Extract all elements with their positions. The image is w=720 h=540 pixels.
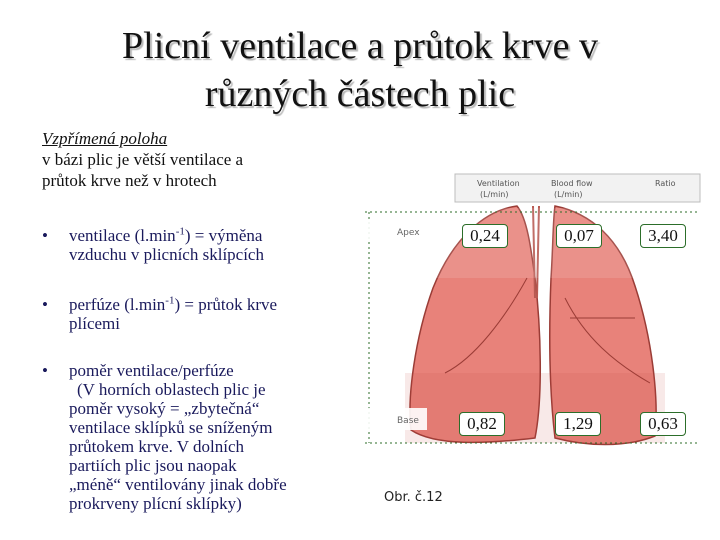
bullet-text xyxy=(69,295,369,333)
base-ventilation-value: 0,82 xyxy=(459,412,505,436)
bullet-3-line: (V horních oblastech plic je xyxy=(77,380,266,399)
bullet-3-line: poměr vysoký = „zbytečná“ xyxy=(69,399,260,418)
base-ratio-value: 0,63 xyxy=(640,412,686,436)
base-blood-flow-value: 1,29 xyxy=(555,412,601,436)
base-band xyxy=(405,373,665,443)
bullet-2-pre: perfúze (l.min xyxy=(69,295,166,314)
apex-band xyxy=(405,208,665,278)
apex-blood-flow-value: 0,07 xyxy=(556,224,602,248)
slide-title xyxy=(20,22,700,118)
header-blood-flow: Blood flow xyxy=(551,179,593,188)
bullet-1-line2: vzduchu v plicních sklípcích xyxy=(69,245,264,264)
header-ventilation: Ventilation xyxy=(477,179,520,188)
bullet-3-line: poměr ventilace/perfúze xyxy=(69,361,234,380)
title-line-1: Plicní ventilace a průtok krve v xyxy=(122,25,598,67)
bullet-text xyxy=(69,226,369,264)
intro-text-2: průtok krve než v hrotech xyxy=(42,171,217,190)
title-line-2: různých částech plic xyxy=(204,73,516,115)
bullet-3-line: partiích plic jsou naopak xyxy=(69,456,237,475)
intro-heading: Vzpřímená poloha xyxy=(42,129,168,148)
bullet-3-line: ventilace sklípků se sníženým xyxy=(69,418,273,437)
header-ventilation-unit: (L/min) xyxy=(480,190,509,199)
base-label: Base xyxy=(397,416,419,426)
apex-ratio-value: 3,40 xyxy=(640,224,686,248)
apex-ventilation-value: 0,24 xyxy=(462,224,508,248)
bullet-3-line: průtokem krve. V dolních xyxy=(69,437,245,456)
bullet-3-line: „méně“ ventilovány jinak dobře xyxy=(69,475,287,494)
header-ratio: Ratio xyxy=(655,179,676,188)
bullet-dot: • xyxy=(42,226,48,245)
bullet-2-sup: -1 xyxy=(165,294,175,307)
apex-label: Apex xyxy=(397,228,420,238)
lung-figure xyxy=(365,168,705,488)
bullet-2-line2: plícemi xyxy=(69,314,120,333)
bullet-dot: • xyxy=(42,295,48,314)
bullet-1-pre: ventilace (l.min xyxy=(69,226,176,245)
lung-illustration xyxy=(405,206,665,445)
intro-block xyxy=(42,128,342,191)
bullet-3-line: prokrveny plícní sklípky) xyxy=(69,494,242,513)
bullet-2-post: ) = průtok krve xyxy=(174,295,278,314)
intro-text-1: v bázi plic je větší ventilace a xyxy=(42,150,244,169)
figure-caption: Obr. č.12 xyxy=(384,490,443,505)
bullet-dot: • xyxy=(42,361,48,380)
bullet-1-sup: -1 xyxy=(175,225,185,238)
header-blood-flow-unit: (L/min) xyxy=(554,190,583,199)
bullet-1-post: ) = výměna xyxy=(184,226,263,245)
bullet-text xyxy=(69,361,369,513)
